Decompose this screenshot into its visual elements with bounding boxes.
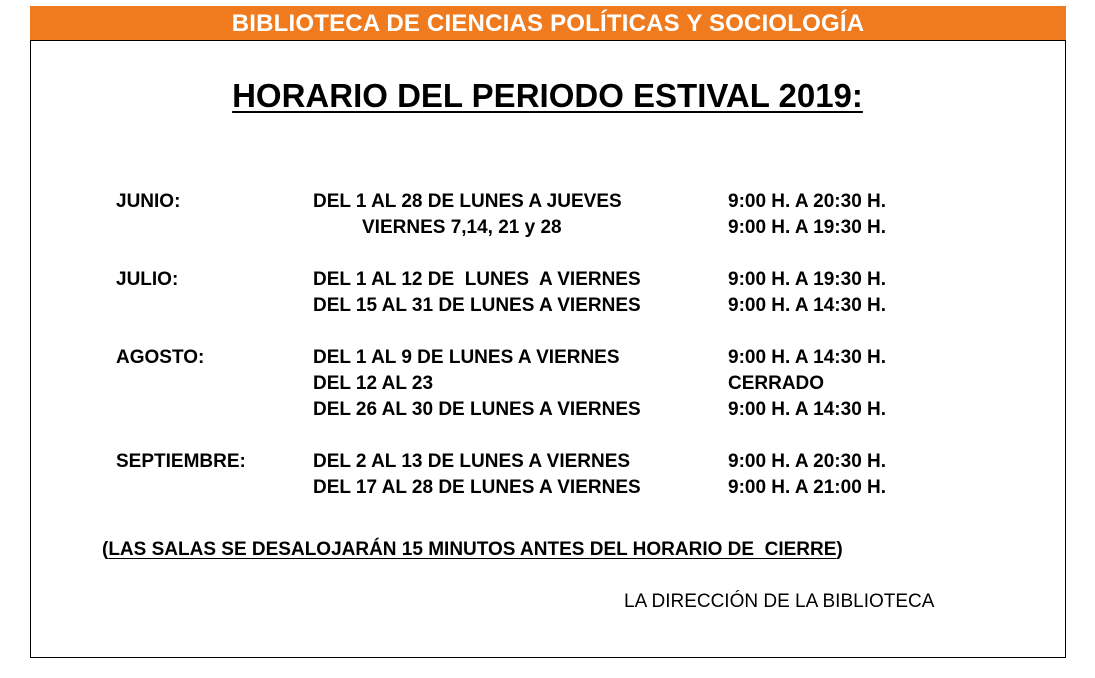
page-title (0, 74, 1095, 118)
period-agosto-2: DEL 12 AL 23 (313, 373, 434, 394)
period-agosto-3: DEL 26 AL 30 DE LUNES A VIERNES (313, 399, 641, 420)
hours-junio-1: 9:00 H. A 20:30 H. (728, 191, 887, 212)
month-label-julio: JULIO: (116, 269, 179, 290)
hours-septiembre-1: 9:00 H. A 20:30 H. (728, 451, 887, 472)
period-julio-2: DEL 15 AL 31 DE LUNES A VIERNES (313, 295, 641, 316)
period-junio-1: DEL 1 AL 28 DE LUNES A JUEVES (313, 191, 622, 212)
signature: LA DIRECCIÓN DE LA BIBLIOTECA (624, 591, 935, 612)
page-title-text: HORARIO DEL PERIODO ESTIVAL 2019: (232, 77, 863, 114)
closing-notice (102, 538, 843, 562)
hours-agosto-2: CERRADO (728, 373, 825, 394)
month-label-agosto: AGOSTO: (116, 347, 205, 368)
hours-julio-2: 9:00 H. A 14:30 H. (728, 295, 887, 316)
library-banner: BIBLIOTECA DE CIENCIAS POLÍTICAS Y SOCIOLOGÍA (30, 6, 1066, 41)
month-label-septiembre: SEPTIEMBRE: (116, 451, 246, 472)
hours-agosto-1: 9:00 H. A 14:30 H. (728, 347, 887, 368)
notice-text: LAS SALAS SE DESALOJARÁN 15 MINUTOS ANTES DEL HORARIO DE CIERRE (108, 539, 837, 560)
hours-septiembre-2: 9:00 H. A 21:00 H. (728, 477, 887, 498)
hours-junio-2: 9:00 H. A 19:30 H. (728, 217, 887, 238)
period-junio-2: VIERNES 7,14, 21 y 28 (362, 217, 562, 238)
period-agosto-1: DEL 1 AL 9 DE LUNES A VIERNES (313, 347, 620, 368)
period-septiembre-1: DEL 2 AL 13 DE LUNES A VIERNES (313, 451, 631, 472)
notice-close-paren: ) (836, 539, 843, 560)
notice-open-paren: ( (102, 539, 109, 560)
period-julio-1: DEL 1 AL 12 DE LUNES A VIERNES (313, 269, 641, 290)
hours-agosto-3: 9:00 H. A 14:30 H. (728, 399, 887, 420)
month-label-junio: JUNIO: (116, 191, 181, 212)
hours-julio-1: 9:00 H. A 19:30 H. (728, 269, 887, 290)
period-septiembre-2: DEL 17 AL 28 DE LUNES A VIERNES (313, 477, 641, 498)
